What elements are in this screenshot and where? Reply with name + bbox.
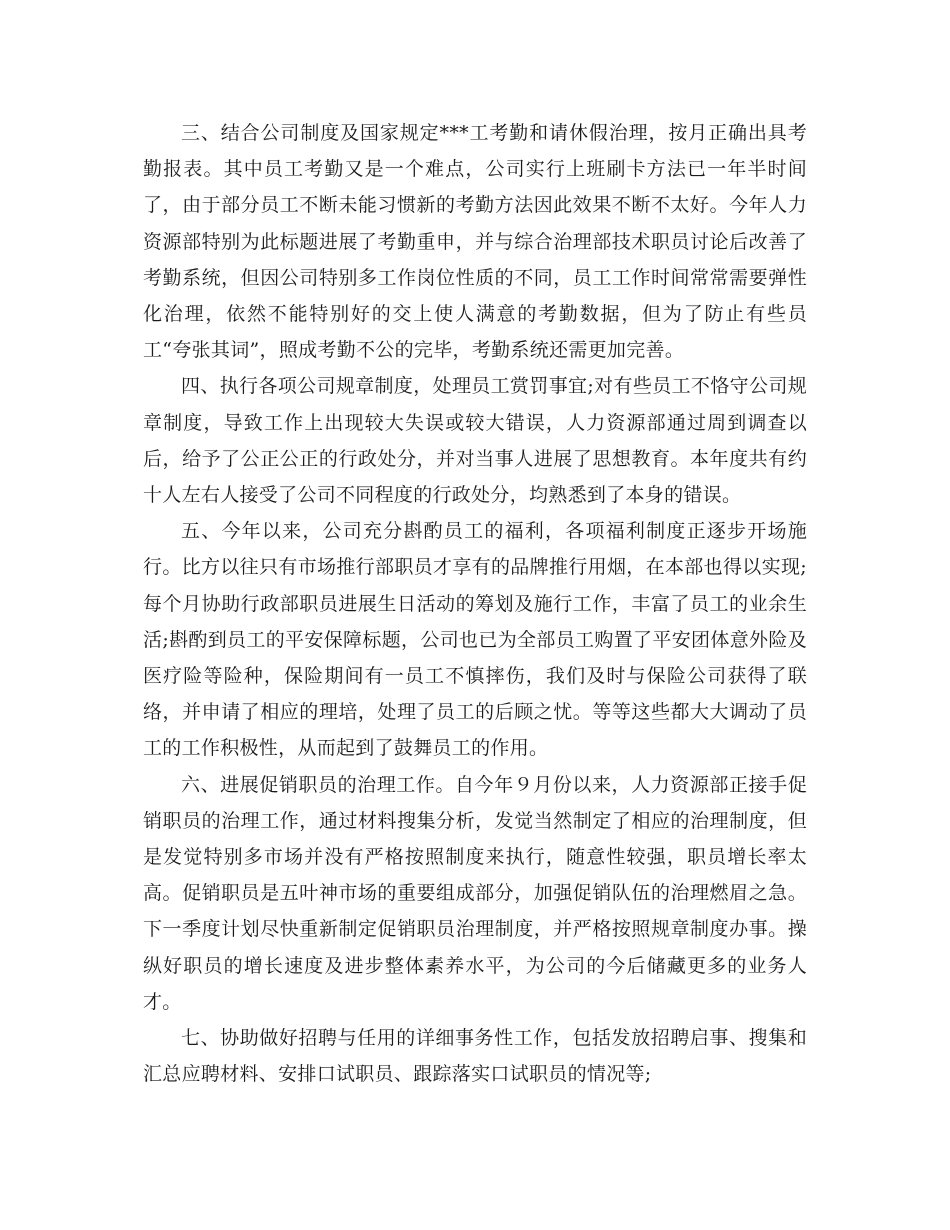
paragraph-promoter-management: 六、进展促销职员的治理工作。自今年９月份以来，人力资源部正接手促销职员的治理工作，通过材料搜集分析，发觉当然制定了相应的治理制度，但是发觉特别多市场并没有严格按照制度来执行，随意性较强，职员增长率太高。促销职员是五叶神市场的重要组成部分，加强促销队伍的治理燃眉之急。下一季度计划尽快重新制定促销职员治理制度，并严格按照规章制度办事。操纵好职员的增长速度及进步整体素养水平，为公司的今后储藏更多的业务人才。 (143, 773, 807, 1013)
paragraph-attendance: 三、结合公司制度及国家规定***工考勤和请休假治理，按月正确出具考勤报表。其中员工考勤又是一个难点，公司实行上班刷卡方法已一年半时间了，由于部分员工不断未能习惯新的考勤方法因此效果不断不太好。今年人力资源部特别为此标题进展了考勤重申，并与综合治理部技术职员讨论后改善了考勤系统，但因公司特别多工作岗位性质的不同，员工工作时间常常需要弹性化治理，依然不能特别好的交上使人满意的考勤数据，但为了防止有些员工“夸张其词”，照成考勤不公的完毕，考勤系统还需更加完善。 (143, 122, 807, 362)
paragraph-welfare: 五、今年以来，公司充分斟酌员工的福利，各项福利制度正逐步开场施行。比方以往只有市场推行部职员才享有的品牌推行用烟，在本部也得以实现;每个月协助行政部职员进展生日活动的筹划及施行工作，丰富了员工的业余生活;斟酌到员工的平安保障标题，公司也已为全部员工购置了平安团体意外险及医疗险等险种，保险期间有一员工不慎摔伤，我们及时与保险公司获得了联络，并申请了相应的理培，处理了员工的后顾之忧。等等这些都大大调动了员工的工作积极性，从而起到了鼓舞员工的作用。 (143, 520, 807, 760)
document-body (143, 115, 807, 1092)
paragraph-rules-discipline: 四、执行各项公司规章制度，处理员工赏罚事宜;对有些员工不恪守公司规章制度，导致工作上出现较大失误或较大错误，人力资源部通过周到调查以后，给予了公正公正的行政处分，并对当事人进展了思想教育。本年度共有约十人左右人接受了公司不同程度的行政处分，均熟悉到了本身的错误。 (143, 375, 807, 507)
paragraph-recruitment: 七、协助做好招聘与任用的详细事务性工作，包括发放招聘启事、搜集和汇总应聘材料、安排口试职员、跟踪落实口试职员的情况等; (143, 1027, 807, 1086)
